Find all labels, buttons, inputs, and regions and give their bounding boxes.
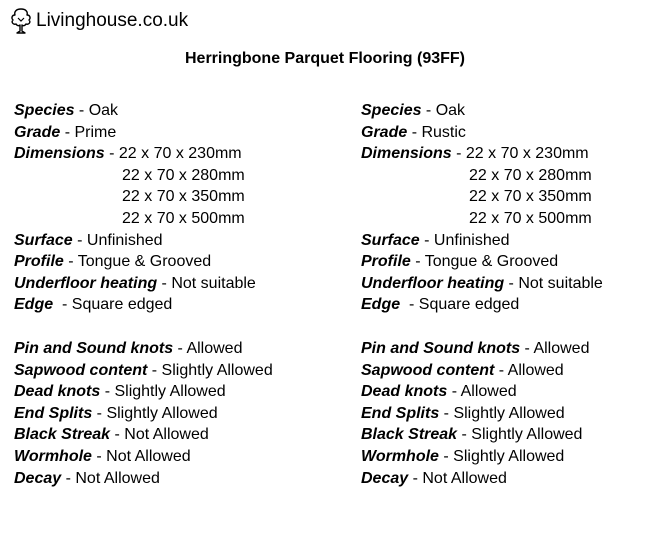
spec-value: - Oak	[421, 102, 466, 119]
spec-dimension-extra: 22 x 70 x 500mm	[122, 209, 245, 227]
spec-label: Decay	[14, 469, 62, 487]
spec-surface	[14, 230, 304, 252]
spec-label: Underfloor heating	[361, 274, 505, 292]
spec-label: Dead knots	[361, 383, 448, 401]
spec-label: Profile	[361, 253, 411, 271]
spec-black-streak	[361, 424, 650, 446]
spec-grade	[14, 122, 304, 144]
spec-value: - Not Allowed	[110, 426, 209, 444]
spec-edge	[361, 294, 650, 316]
spec-label: Black Streak	[361, 426, 458, 444]
spec-value: - Square edged	[53, 296, 173, 314]
spec-label: Pin and Sound knots	[361, 339, 521, 357]
spec-value: - Not Allowed	[408, 469, 507, 487]
spec-label: Profile	[14, 253, 64, 271]
spec-value: - Unfinished	[419, 231, 510, 249]
spec-value: - Unfinished	[72, 231, 163, 249]
spec-value: - Slightly Allowed	[439, 404, 565, 422]
spec-value: - Not Allowed	[61, 469, 160, 487]
spec-dimensions	[361, 143, 650, 165]
spec-value: - Oak	[74, 102, 119, 119]
section-gap	[14, 316, 304, 338]
spec-dead-knots	[361, 381, 650, 403]
spec-decay	[14, 468, 304, 490]
spec-value: - Slightly Allowed	[457, 426, 583, 444]
spec-value: - Slightly Allowed	[92, 404, 218, 422]
spec-value: - Allowed	[173, 339, 243, 357]
spec-value: - 22 x 70 x 230mm	[451, 145, 589, 163]
spec-label: End Splits	[361, 404, 440, 422]
spec-label: Wormhole	[14, 447, 92, 465]
spec-decay	[361, 468, 650, 490]
brand-logo	[10, 6, 188, 36]
spec-species	[14, 100, 304, 122]
spec-profile	[14, 251, 304, 273]
spec-end-splits	[361, 403, 650, 425]
spec-sapwood	[361, 360, 650, 382]
spec-edge	[14, 294, 304, 316]
spec-sapwood	[14, 360, 304, 382]
spec-label: Surface	[361, 231, 420, 249]
spec-end-splits	[14, 403, 304, 425]
spec-label: Species	[14, 102, 75, 119]
spec-pin-knots	[361, 338, 650, 360]
spec-label: Sapwood content	[14, 361, 148, 379]
spec-dimension-extra: 22 x 70 x 350mm	[469, 188, 592, 206]
spec-label: Edge	[14, 296, 54, 314]
spec-label: Species	[361, 102, 422, 119]
spec-label: Dimensions	[361, 145, 452, 163]
spec-column-prime	[14, 100, 304, 489]
spec-label: Edge	[361, 296, 401, 314]
spec-underfloor-heating	[14, 273, 304, 295]
spec-underfloor-heating	[361, 273, 650, 295]
spec-label: Pin and Sound knots	[14, 339, 174, 357]
spec-value: - Tongue & Grooved	[63, 253, 212, 271]
spec-value: - Allowed	[447, 383, 517, 401]
spec-label: Dimensions	[14, 145, 105, 163]
spec-dimension-extra: 22 x 70 x 500mm	[469, 209, 592, 227]
spec-wormhole	[14, 446, 304, 468]
spec-dead-knots	[14, 381, 304, 403]
spec-value: - Prime	[60, 123, 117, 141]
spec-label: Decay	[361, 469, 409, 487]
spec-grade	[361, 122, 650, 144]
spec-value: - Not suitable	[504, 274, 603, 292]
spec-label: Sapwood content	[361, 361, 495, 379]
spec-value: - Not suitable	[157, 274, 256, 292]
spec-value: - Allowed	[494, 361, 564, 379]
spec-value: - Allowed	[520, 339, 590, 357]
spec-black-streak	[14, 424, 304, 446]
spec-value: - Slightly Allowed	[100, 383, 226, 401]
spec-species	[361, 100, 650, 122]
spec-dimension-extra: 22 x 70 x 280mm	[469, 166, 592, 184]
brand-name: Livinghouse.co.uk	[36, 10, 189, 31]
spec-value: - Tongue & Grooved	[410, 253, 559, 271]
spec-label: Grade	[361, 123, 408, 141]
spec-dimension-extra: 22 x 70 x 280mm	[122, 166, 245, 184]
spec-label: Black Streak	[14, 426, 111, 444]
spec-label: End Splits	[14, 404, 93, 422]
spec-label: Dead knots	[14, 383, 101, 401]
page-title: Herringbone Parquet Flooring (93FF)	[184, 50, 465, 67]
spec-dimension-extra: 22 x 70 x 350mm	[122, 188, 245, 206]
spec-label: Surface	[14, 231, 73, 249]
spec-dimensions	[14, 143, 304, 165]
spec-value: - Rustic	[407, 123, 466, 141]
tree-icon	[10, 7, 32, 35]
spec-label: Grade	[14, 123, 61, 141]
spec-wormhole	[361, 446, 650, 468]
spec-value: - 22 x 70 x 230mm	[104, 145, 242, 163]
spec-value: - Slightly Allowed	[438, 447, 565, 465]
spec-value: - Slightly Allowed	[147, 361, 273, 379]
spec-label: Underfloor heating	[14, 274, 158, 292]
spec-column-rustic	[361, 100, 650, 489]
spec-profile	[361, 251, 650, 273]
spec-label: Wormhole	[361, 447, 439, 465]
spec-pin-knots	[14, 338, 304, 360]
spec-surface	[361, 230, 650, 252]
spec-value: - Not Allowed	[91, 447, 191, 465]
section-gap	[361, 316, 650, 338]
spec-value: - Square edged	[400, 296, 520, 314]
